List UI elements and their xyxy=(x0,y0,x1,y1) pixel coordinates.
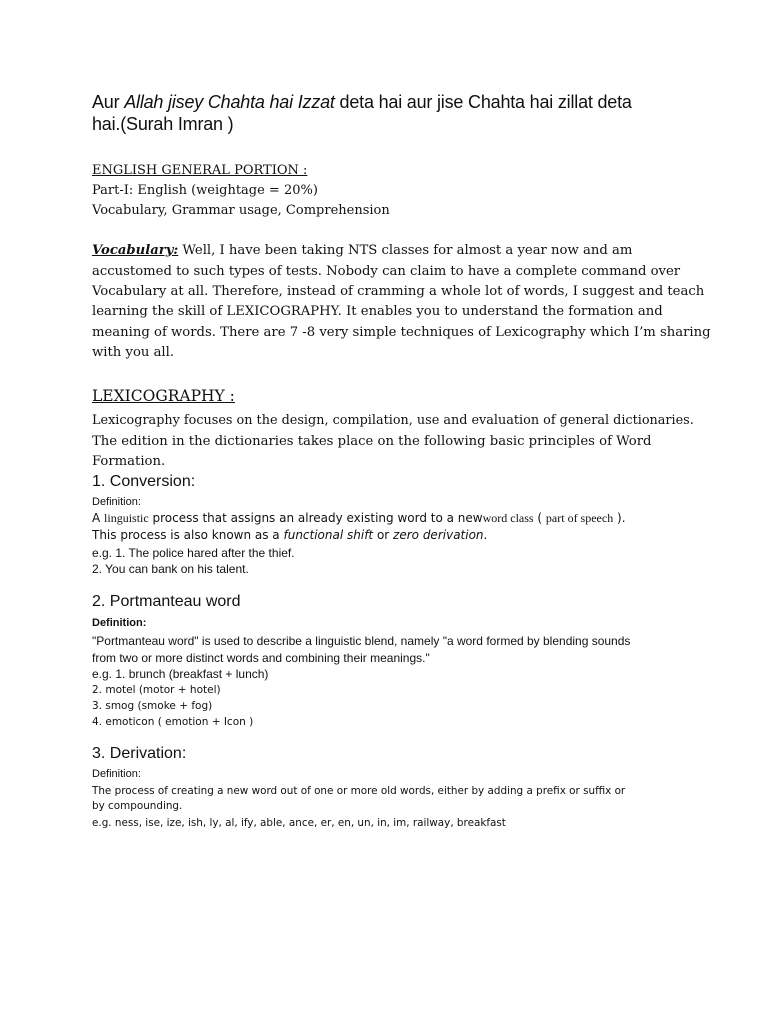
quote-rest: deta hai aur jise Chahta hai zillat deta xyxy=(334,92,632,112)
vocabulary-line-1 xyxy=(92,241,632,262)
vocabulary-line-6: with you all. xyxy=(92,345,175,360)
lexicography-heading: LEXICOGRAPHY : xyxy=(92,387,235,405)
portmanteau-line-1: "Portmanteau word" is used to describe a linguistic blend, namely "a word formed by blending sounds xyxy=(92,634,631,648)
conversion-text-2e: . xyxy=(483,528,488,542)
conversion-zero-derivation: zero derivation xyxy=(393,528,484,542)
derivation-def-label: Definition: xyxy=(92,768,141,780)
vocabulary-label: Vocabulary: xyxy=(92,243,179,258)
derivation-line-2: by compounding. xyxy=(92,800,183,812)
quote-prefix: Aur xyxy=(92,92,125,112)
conversion-text-2a: This process is also known as a xyxy=(92,528,284,542)
general-part: Part-I: English (weightage = 20%) xyxy=(92,183,318,198)
conversion-text-a: A xyxy=(92,511,105,525)
portmanteau-line-2: from two or more distinct words and combining their meanings." xyxy=(92,651,430,665)
portmanteau-example-1: e.g. 1. brunch (breakfast + lunch) xyxy=(92,667,269,681)
lexicography-line-1: Lexicography focuses on the design, compilation, use and evaluation of general dictionaries. xyxy=(92,413,694,428)
conversion-link-part-of-speech: part of speech xyxy=(545,511,614,525)
vocabulary-line-5: meaning of words. There are 7 -8 very simple techniques of Lexicography which I’m sharing xyxy=(92,325,711,340)
portmanteau-def-label: Definition: xyxy=(92,617,147,629)
vocabulary-line-4: learning the skill of LEXICOGRAPHY. It enables you to understand the formation and xyxy=(92,304,663,319)
conversion-text-g: ). xyxy=(613,511,626,525)
vocabulary-text: Well, I have been taking NTS classes for almost a year now and am xyxy=(178,243,633,258)
vocabulary-line-2: accustomed to such types of tests. Nobody can claim to have a complete command over xyxy=(92,264,681,279)
derivation-line-1: The process of creating a new word out of one or more old words, either by adding a prefix or suffix or xyxy=(92,785,626,797)
conversion-example-2: 2. You can bank on his talent. xyxy=(92,562,249,576)
conversion-line-1 xyxy=(92,511,626,526)
derivation-heading: 3. Derivation: xyxy=(92,745,187,762)
vocabulary-line-3: Vocabulary at all. Therefore, instead of cramming a whole lot of words, I suggest and teach xyxy=(92,284,705,299)
portmanteau-example-3: 3. smog (smoke + fog) xyxy=(92,700,213,712)
conversion-heading: 1. Conversion: xyxy=(92,473,196,490)
derivation-example: e.g. ness, ise, ize, ish, ly, al, ify, able, ance, er, en, un, in, im, railway, breakfast xyxy=(92,817,506,829)
lexicography-line-2: The edition in the dictionaries takes place on the following basic principles of Word xyxy=(92,434,652,449)
portmanteau-heading: 2. Portmanteau word xyxy=(92,593,241,610)
quote-line-1 xyxy=(92,91,632,113)
portmanteau-example-4: 4. emoticon ( emotion + Icon ) xyxy=(92,716,254,728)
conversion-def-label: Definition: xyxy=(92,496,141,508)
conversion-text-e: ( xyxy=(533,511,546,525)
portmanteau-example-2: 2. motel (motor + hotel) xyxy=(92,684,221,696)
general-heading: ENGLISH GENERAL PORTION : xyxy=(92,163,308,178)
conversion-text-2c: or xyxy=(373,528,394,542)
conversion-line-2 xyxy=(92,528,487,542)
conversion-link-linguistic: linguistic xyxy=(104,511,149,525)
general-topics: Vocabulary, Grammar usage, Comprehension xyxy=(92,203,390,218)
quote-italic: Allah jisey Chahta hai Izzat xyxy=(124,92,335,112)
quote-line-2: hai.(Surah Imran ) xyxy=(92,114,234,134)
lexicography-line-3: Formation. xyxy=(92,454,166,469)
conversion-example-1: e.g. 1. The police hared after the thief. xyxy=(92,546,295,560)
conversion-text-c: process that assigns an already existing word to a new xyxy=(148,511,483,525)
conversion-link-word-class: word class xyxy=(482,511,534,525)
conversion-functional-shift: functional shift xyxy=(283,528,374,542)
